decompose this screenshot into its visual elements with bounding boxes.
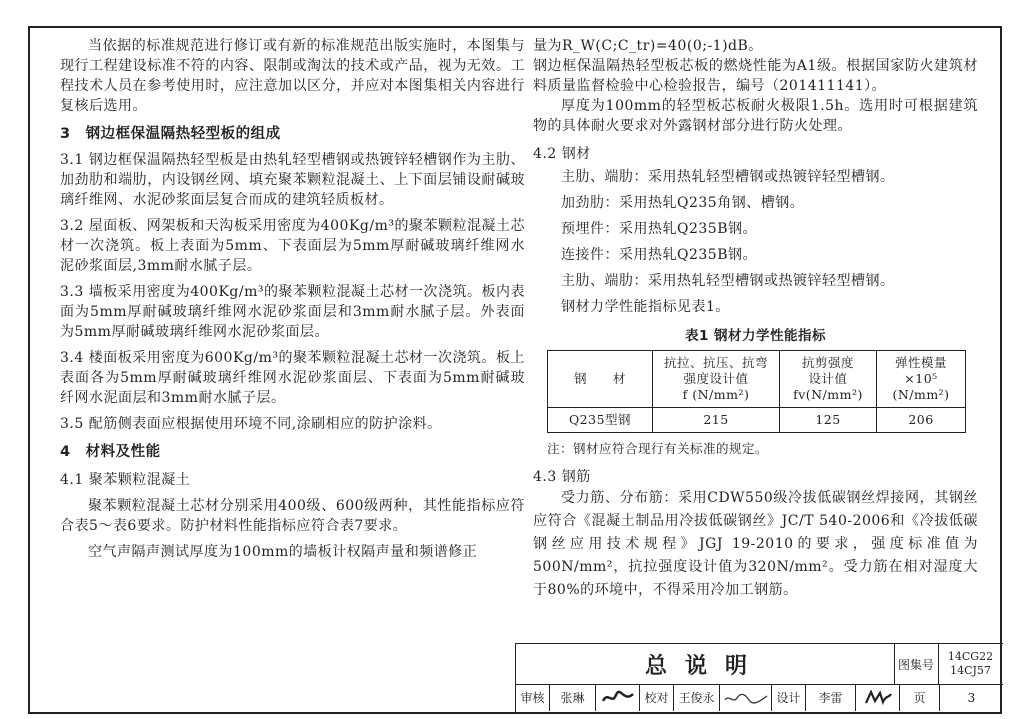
acoustic-continuation: 量为R_W(C;C_tr)=40(0;-1)dB。 xyxy=(533,38,763,54)
header-modulus-line: 弹性模量 xyxy=(894,355,947,370)
table-row xyxy=(548,408,966,433)
header-tensile xyxy=(653,351,780,408)
design-label: 设计 xyxy=(772,684,806,711)
section-3-heading: 3 钢边框保温隔热轻型板的组成 xyxy=(60,126,281,142)
header-shear-line: 设计值 xyxy=(808,371,848,386)
fire-resistance-paragraph: 厚度为100mm的轻型板芯板耐火极限1.5h。选用时可根据建筑物的具体耐火要求对外露钢材部分进行防火处理。 xyxy=(533,98,978,134)
table-note: 注：钢材应符合现行有关标准的规定。 xyxy=(547,441,769,456)
clause-3-2: 3.2 屋面板、网架板和天沟板采用密度为400Kg/m³的聚苯颗粒混凝土芯材一次浇筑。板上表面为5mm、下表面层为5mm厚耐碱玻璃纤维网水泥砂浆面层,3mm耐水腻子层。 xyxy=(60,218,525,274)
checker-signature xyxy=(720,684,772,711)
title-block-signature-row xyxy=(516,684,1003,711)
header-shear-line: fv(N/mm²) xyxy=(793,387,863,402)
steel-item: 连接件：采用热轧Q235B钢。 xyxy=(561,247,757,263)
cell-tensile: 215 xyxy=(653,408,780,433)
header-modulus-line: ×10⁵ xyxy=(904,371,938,386)
drawing-title: 总说明 xyxy=(516,644,895,684)
designer-signature xyxy=(856,684,900,711)
clause-3-3: 3.3 墙板采用密度为400Kg/m³的聚苯颗粒混凝土芯材一次浇筑。板内表面为5mm厚耐碱玻璃纤维网水泥砂浆面层和3mm耐水腻子层。外表面为5mm厚耐碱玻璃纤维网水泥砂浆面层。 xyxy=(60,284,525,340)
page-label: 页 xyxy=(900,684,940,711)
signature-mark xyxy=(863,689,893,707)
header-modulus xyxy=(877,351,966,408)
steel-properties-table xyxy=(547,350,966,433)
header-tensile-line: 抗拉、抗压、抗弯 xyxy=(663,355,768,370)
cell-material: Q235型钢 xyxy=(548,408,653,433)
cell-shear: 125 xyxy=(780,408,877,433)
clause-3-4: 3.4 楼面板采用密度为600Kg/m³的聚苯颗粒混凝土芯材一次浇筑。板上表面各为5mm厚耐碱玻璃纤维网水泥砂浆面层、下表面为5mm耐碱玻纤网水泥面层和3mm耐水腻子层。 xyxy=(60,350,525,406)
cell-modulus: 206 xyxy=(877,408,966,433)
clause-4-1-text-2: 空气声隔声测试厚度为100mm的墙板计权隔声量和频谱修正 xyxy=(88,544,478,560)
header-material: 钢 材 xyxy=(548,351,653,408)
clause-4-2-heading: 4.2 钢材 xyxy=(533,146,591,162)
atlas-no-label: 图集号 xyxy=(894,644,939,684)
table-header-row xyxy=(548,351,966,408)
check-label: 校对 xyxy=(640,684,674,711)
atlas-codes xyxy=(938,644,1003,684)
signature-mark xyxy=(723,690,769,706)
fire-rating-paragraph: 钢边框保温隔热轻型板芯板的燃烧性能为A1级。根据国家防火建筑材料质量监督检验中心检验报告，编号（201411141）。 xyxy=(533,58,978,94)
title-block xyxy=(515,643,1003,712)
steel-item: 钢材力学性能指标见表1。 xyxy=(561,299,730,315)
header-tensile-line: f (N/mm²) xyxy=(682,387,750,402)
right-column xyxy=(533,28,978,602)
reviewer-signature xyxy=(596,684,640,711)
intro-paragraph: 当依据的标准规范进行修订或有新的标准规范出版实施时，本图集与现行工程建设标准不符的内容、限制或淘汰的技术或产品，视为无效。工程技术人员在参考使用时，应注意加以区分，并应对本图集相关内容进行复核后选用。 xyxy=(60,38,525,114)
drawing-sheet xyxy=(28,26,1002,714)
reviewer-name: 张琳 xyxy=(550,684,596,711)
steel-item: 加劲肋：采用热轧Q235角钢、槽钢。 xyxy=(561,195,805,211)
clause-4-1-text-1: 聚苯颗粒混凝土芯材分别采用400级、600级两种，其性能指标应符合表5～表6要求。防护材料性能指标应符合表7要求。 xyxy=(60,498,525,534)
clause-4-3-heading: 4.3 钢筋 xyxy=(533,469,591,485)
clause-4-3-text: 受力筋、分布筋：采用CDW550级冷拔低碳钢丝焊接网，其钢丝应符合《混凝土制品用冷拔低碳钢丝》JC/T 540-2006和《冷拔低碳钢丝应用技术规程》JGJ 19-2010的要求，强度标准值为500N/mm²，抗拉强度设计值为320N/mm²。受力筋在相对湿度大于80%的环境中，不得采用冷加工钢筋。 xyxy=(533,490,978,598)
designer-name: 李雷 xyxy=(806,684,856,711)
title-block-top-row xyxy=(516,644,1003,685)
steel-item: 主肋、端肋：采用热轧轻型槽钢或热镀锌轻型槽钢。 xyxy=(561,169,895,185)
clause-3-5: 3.5 配筋侧表面应根据使用环境不同,涂刷相应的防护涂料。 xyxy=(60,416,442,432)
header-shear-line: 抗剪强度 xyxy=(801,355,854,370)
review-label: 审核 xyxy=(516,684,550,711)
section-4-heading: 4 材料及性能 xyxy=(60,444,161,460)
checker-name: 王俊永 xyxy=(674,684,720,711)
clause-3-1: 3.1 钢边框保温隔热轻型板是由热轧轻型槽钢或热镀锌轻槽钢作为主肋、加劲肋和端肋，内设钢丝网、填充聚苯颗粒混凝土、上下面层铺设耐碱玻璃纤维网、水泥砂浆面层复合而成的建筑轻质板材。 xyxy=(60,152,525,208)
table-caption: 表1 钢材力学性能指标 xyxy=(684,328,827,344)
page-number: 3 xyxy=(967,690,976,705)
left-column xyxy=(60,28,525,562)
steel-item: 主肋、端肋：采用热轧轻型槽钢或热镀锌轻型槽钢。 xyxy=(561,273,895,289)
atlas-code: 14CJ57 xyxy=(950,664,991,677)
steel-items xyxy=(533,164,978,320)
header-tensile-line: 强度设计值 xyxy=(683,371,749,386)
clause-4-1-heading: 4.1 聚苯颗粒混凝土 xyxy=(60,472,191,488)
atlas-code: 14CG22 xyxy=(947,650,994,663)
signature-mark xyxy=(600,689,636,707)
header-shear xyxy=(780,351,877,408)
header-modulus-line: (N/mm²) xyxy=(892,387,950,402)
steel-item: 预埋件：采用热轧Q235B钢。 xyxy=(561,221,757,237)
